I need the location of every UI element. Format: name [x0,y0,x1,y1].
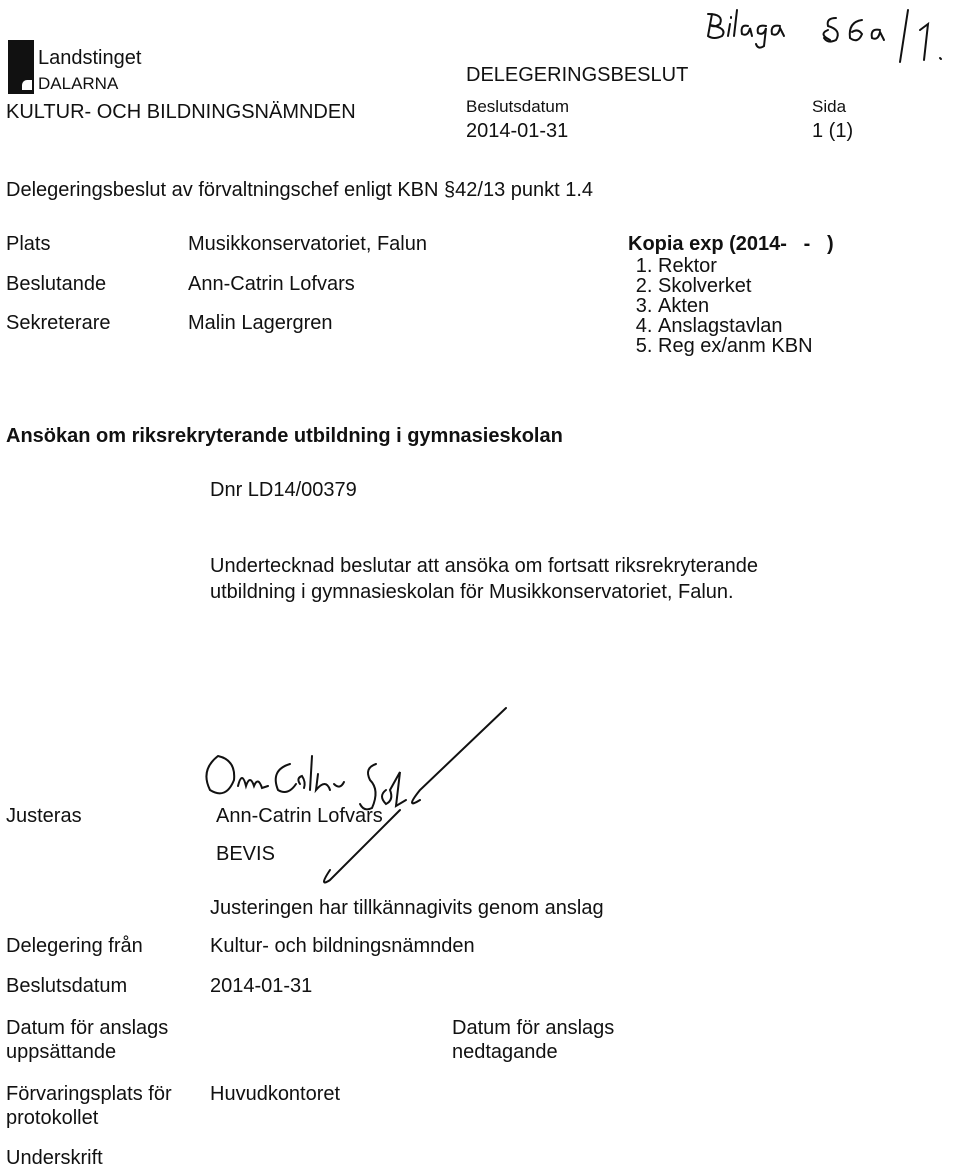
removal-date-label-line1: Datum för anslags [452,1017,615,1039]
signatory-name: Ann-Catrin Lofvars [216,805,383,827]
copies-title: Kopia exp (2014- - ) [628,233,834,255]
storage-value: Huvudkontoret [210,1083,341,1105]
handwritten-bilaga-note [708,10,941,62]
logo-subtitle: DALARNA [38,74,119,93]
footer-date-value: 2014-01-31 [210,975,313,997]
meta-label-secretary: Sekreterare [6,312,111,334]
storage-label-line1: Förvaringsplats för [6,1083,172,1105]
meta-value-place: Musikkonservatoriet, Falun [188,233,427,255]
date-label: Beslutsdatum [466,97,569,116]
copy-item: 2. Skolverket [658,276,813,296]
copy-item: 4. Anslagstavlan [658,316,813,336]
copy-item: 5. Reg ex/anm KBN [658,336,813,356]
copy-item: 3. Akten [658,296,813,316]
page-label: Sida [812,97,847,116]
posting-date-label-line2: uppsättande [6,1041,117,1063]
meta-label-decider: Beslutande [6,273,107,295]
copy-item: 1. Rektor [658,256,813,276]
department-name: KULTUR- OCH BILDNINGSNÄMNDEN [6,101,356,123]
document-type: DELEGERINGSBESLUT [466,64,689,86]
signature-field-label: Underskrift [6,1147,103,1169]
meta-value-secretary: Malin Lagergren [188,312,333,334]
date-value: 2014-01-31 [466,120,569,142]
case-number: Dnr LD14/00379 [210,479,357,501]
decision-text-line2: utbildning i gymnasieskolan för Musikkonservatoriet, Falun. [210,581,734,603]
footer-date-label: Beslutsdatum [6,975,128,997]
copies-list [632,256,813,356]
logo-title: Landstinget [38,47,142,69]
delegation-value: Kultur- och bildningsnämnden [210,935,475,957]
decision-basis: Delegeringsbeslut av förvaltningschef enligt KBN §42/13 punkt 1.4 [6,179,594,201]
decision-text-line1: Undertecknad beslutar att ansöka om fortsatt riksrekryterande [210,555,759,577]
removal-date-label-line2: nedtagande [452,1041,558,1063]
meta-label-place: Plats [6,233,51,255]
matter-heading: Ansökan om riksrekryterande utbildning i gymnasieskolan [6,425,563,447]
posting-date-label-line1: Datum för anslags [6,1017,169,1039]
page-value: 1 (1) [812,120,854,142]
signature-label: Justeras [6,805,82,827]
meta-value-decider: Ann-Catrin Lofvars [188,273,355,295]
posting-notice: Justeringen har tillkännagivits genom anslag [210,897,604,919]
delegation-label: Delegering från [6,935,143,957]
verification-stamp: BEVIS [216,843,275,865]
storage-label-line2: protokollet [6,1107,99,1129]
